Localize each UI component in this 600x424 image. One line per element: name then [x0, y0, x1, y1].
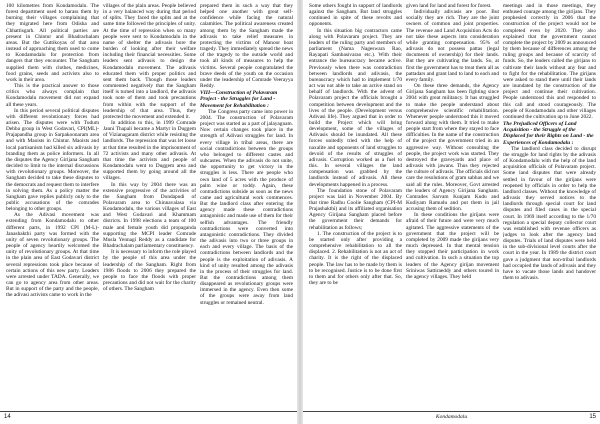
left-page-footer: [0, 411, 297, 422]
section-heading: The Prejudiced Officers of Land Acquisition - the Struggle of the Displaced for their Rights on Land - the Experiences of Kondamodalu :: [503, 120, 594, 146]
right-column-2: [406, 3, 499, 410]
paragraph: In these conditions the girijans were afraid of their future and were very much agitated. The aggressive statements of the government that the project will be completed by 2009 made the girijans very much depressed. In that mental tension they stopped their participation in work and cultivation. In such a situation the top leaders of the Agency girijan movement Sriniwas Sattiraeddy and others toured in the agency villages. They held: [406, 212, 499, 280]
left-page-columns: [6, 3, 293, 410]
paragraph: prepared them in such a way that they helped one another with great self-confidence while facing the natural calamities. The political awareness created among them by the Sangham made the adivasis to take relief measures in protecting the victims of Manoor boat tragedy. They immediately spread the news of the tragedy to the outside world and took all kinds of measures to help the victims. Several people congratulated the brave deeds of the youth on the occasion under the leadership of Comrade Veerayya Reddy.: [200, 3, 293, 90]
paragraph: The landlord class decided to disrupt the struggle for land rights by the adivasis of Kondamodalu with the help of the land acquisition officials of Polavaram project. Some land disputes that were already settled in favour of the girijans were reopened by officials in order to help the landlord classes. Without the knowledge of adivasis they served notices to the landlords through special court for land disputes and filed cases in the special court. In 1969 itself according to the 1/70 regulation a special deputy collector court was established with revenue officers as judges to look after the agency land disputes. Trials of land disputes were held in the sub-divisional level courts after the court in the year. In 1989 the district court gave a judgment that non-tribal landlords had occupied the lands of adivasis and they have to vacate those lands and handover them to adivasis.: [503, 145, 596, 282]
paragraph: villages of the plain areas. People believed in a very balanced way during that period of splits. They faced the splits and at the same time followed the principles of unity. At the time of repression when so many people were sent to Kondamodalu in the name of shelter the adivasis bore the burden of looking after their welfare including their financial necessities. Some leaders sent adivasis to design the Kondamodalu movement. The adivasis educated them with proper politics and sent them back. Though those leaders commented negatively that the Sangham itself is turned into a landlord, the adivasis took note of them and took precautions from within with the support of the leadership of that area. Thus, they protected the movement and extended it.: [103, 3, 196, 120]
right-column-3: [503, 3, 596, 410]
page-number: 14: [4, 414, 11, 420]
paragraph: In addition to this, in 1999 Comrade Janni Thapali became a Martyr in Duggem of Vizianagaram district while resisting the landlords. The repression that was let loose at that time resulted in the imprisonment of 72 activists and many other adivasis. At that time the activists and people of Kondamodalu went to Duggem area and supported them by going around all the villages.: [103, 119, 196, 182]
left-column-2: [103, 3, 196, 410]
right-page: [303, 0, 600, 424]
paragraph: As the Adivasi movement was extending from Kondamodalu to other different parts, in 1992 CPI (M-L)-Janashakthi party was formed with the unity of seven revolutionary groups. The people of agency heartily welcomed the unity of revolutionary groups. At that time in the plain area of East Godavari district several repressions took place because of certain actions of this new party. Leaders were arrested under TADA. Generally, we can go to agency area from other areas. But in support of the party and the people, the adivasi activists came to work in the: [6, 212, 99, 299]
paragraph: The Congress party came into power in 2004. The construction of Polavaram project was started as a part of jalayagnam. Now certain changes took place in the strength of Adivasi struggles for land. In every village in tribal areas, there are social contradictions between the groups who belonged to different castes and subcastes. When the adivasis do not unite, the opportunity to get victory in the struggles is less. There are people who own land of 5 acres with the produce of palm wine or toddy. Again, these contradictions subside as soon as the news came and agricultural work commences. But the landlord class after entering the agency made these contradictions antagonistic and made use of them for their selfish advantages. The friendly contradictions were converted into antagonistic contradictions. They divided the adivasis into two or three groups in each and every village. The basis of the contradictions between landlords and the people is the exploitation of adivasis. A kind of unity resulted among the adivasis in the process of their struggles for land. But the contradictions among them disappeared as revolutionary groups were immersed in the agency. Even then some of the groups were away from land struggles or remained neutral.: [200, 108, 293, 306]
paragraph: In this situation big contractors came along with Polavaram project. They are leaders of the ruling party and members of parliament (Nama Nageswara Rao, Rayapati Sambasivarao etc.). With their entrance the bureaucracy became active. Previously when there was contradiction between landlords and adivasis, the bureaucracy which had to implement 1/70 act was not able to take an active stand on behalf of landlords. With the advent of Polavaram project the officials brought a competition between development and the lives of the people. (Development versus Adivasi life). They argued that in order to build the Project which will bring development, some of the villages of Adivasis should be inundated. All these forces unitedly tried with the help of naxalite and opponents of land struggles to devoid of the results of struggles of adivasis. Corruption worked as a fuel to this. In several villages the land compensation was grabbed by the landlords instead of adivasis. All these developments happened in a process.: [309, 27, 402, 188]
left-column-1: [6, 3, 99, 410]
left-column-3: [200, 3, 293, 410]
running-footer: Kondamodalu: [435, 414, 468, 420]
right-column-1: [309, 3, 402, 410]
paragraph: Individually adivasis are poor. But socially they are rich. They are the joint owners of common and joint properties. The revenue and Land Acquisition Acts do not take these aspects into consideration while granting compensation. 95% of adivasis do not possess pattas (legal documents of ownership) for their lands. But they are cultivating the lands. So, at first the government has to treat them all as pattadars and grant land to land to each and every family.: [406, 9, 499, 83]
section-heading: VIII—Construction of Polavaram Project - the Struggles for Land - Movement for Rehabilitation :: [200, 90, 278, 109]
paragraph: given land for land and forest for forest.: [406, 3, 492, 9]
paragraph: 1. The construction of the project is to be started only after providing a comprehensive rehabilitation to all the displaced. 2. Rehabilitation is not an act of charity. It is the right of the displaced people. The law has to be made by them is to be recognised. Justice is to be done first to them and for others only after that. So, they are to be: [309, 230, 402, 287]
right-page-columns: [309, 3, 596, 410]
paragraph: It is necessary to inform the role played by the people of this area under the leadership of the Sangham. Right from 1986 floods to 2006 they prepared the people to face the floods with proper precautions and did not wait for the charity of others. The Sangham: [103, 249, 196, 293]
paragraph: Some others fought in support of landlords against the Sangham. But land struggles continued in spite of these revolts and opponents.: [309, 3, 402, 28]
right-page-footer: [303, 411, 600, 422]
paragraph: This is the practical answer to those critics who always complain that Kondamodalu movement did not expand all these years.: [6, 83, 99, 108]
paragraph: In this period several political disputes with different revolutionary forces had arisen. The disputes were with Tudum Debba group in West Godavari, CPI(ML)-Prajapandha group in Sarpakoonaram area and with Maoists in Chintur. Maoists and local partisanism had killed six adivasis by branding them as police informers. In all the disputes the Agency Girijana Sangham decided to limit to the internal discussions with revolutionary groups. Moreover, the Sangham decided to take these disputes to the democrats and request them to interfere in solving them. As a policy matter the Sangham gave replies publicly only to the public accusations of the comrades belonging to other groups.: [6, 107, 99, 213]
paragraph: On these three demands, the Agency Girijana Sangham has been fighting since 2004 with great militancy. It has struggled to make the people understand about comprehensive scientific rehabilitation. Whenever people understood this it moved forward along with them. It tried to make people start from where they stayed to face difficulties. In the name of the construction of the project the government tried in an aggressive way. Without consulting the people, the project work was started. They destroyed the graveyards and place of adivasis with jawans. Thus they rejected the culture of adivasis. The officials did not care the resolutions of gram sabhas and we said all the rules. Moreover, Govt arrested the leaders of Agency Girijana Sangham. Comrades Sarvam Kunjam Kudu and Kudiyam Ramudu and put them in jail accusing them of sedition.: [406, 83, 499, 213]
paragraph: meetings and in those meetings, they enthused courage among the girijans. They prophesied correctly in 2006 that the construction of the project would not be completed even by 2020. They also explained that the government cannot complete the project by 2009 as announced by them because of differences among the ruling groups and because of scarcity of funds. So, the leaders called the girijans to cultivate their lands without any fear and to fight for the rehabilitation. The girijans were asked to stand there until their lands are inundated by the construction of the project and continue their cultivation. People understood this and responded to this call and stood courageously. The people of Kondamodalu and other villages continued the cultivation up to June 2022.: [503, 3, 596, 120]
left-page: [0, 0, 297, 424]
paragraph: The foundation stone of Polavaram project was laid in November 2004. By that time Radhu Coolie Sangham (CPI-M Prajashakthi) and its affiliated organisation Agency Girijana Sangham placed before the government their demands for rehabilitation as follows;: [309, 187, 402, 231]
paragraph: In this way by 2004 there was an extensive progressive of the activities of the Sangham from Dondapudi of Polavaram area to Chinnavalasa via Kondamodalu, the various villages of East and West Godavari and Khammam districts. In 1998 elections a team of 100 male and female youth did propaganda supporting the MCPI leader Comrade Musla Yennagi Reddy as a candidate for Bhadrachalam parliamentary constituency.: [103, 181, 196, 250]
paragraph: 100 kilometres from Kondamodalu. The forest department used to harass them by burning their villages complaining that they migrated here from Odisha and Chhattisgarh. All political parties are present in Chintur and Bhadrachalam areas. But the Guttikoyas of that area instead of approaching them used to come to Kondamodalu for protection from dangers that they encounter. The Sangham supplied them with clothes, medicines, food grains, seeds and activists also to work in their area.: [6, 3, 99, 83]
page-number: 15: [589, 414, 596, 420]
